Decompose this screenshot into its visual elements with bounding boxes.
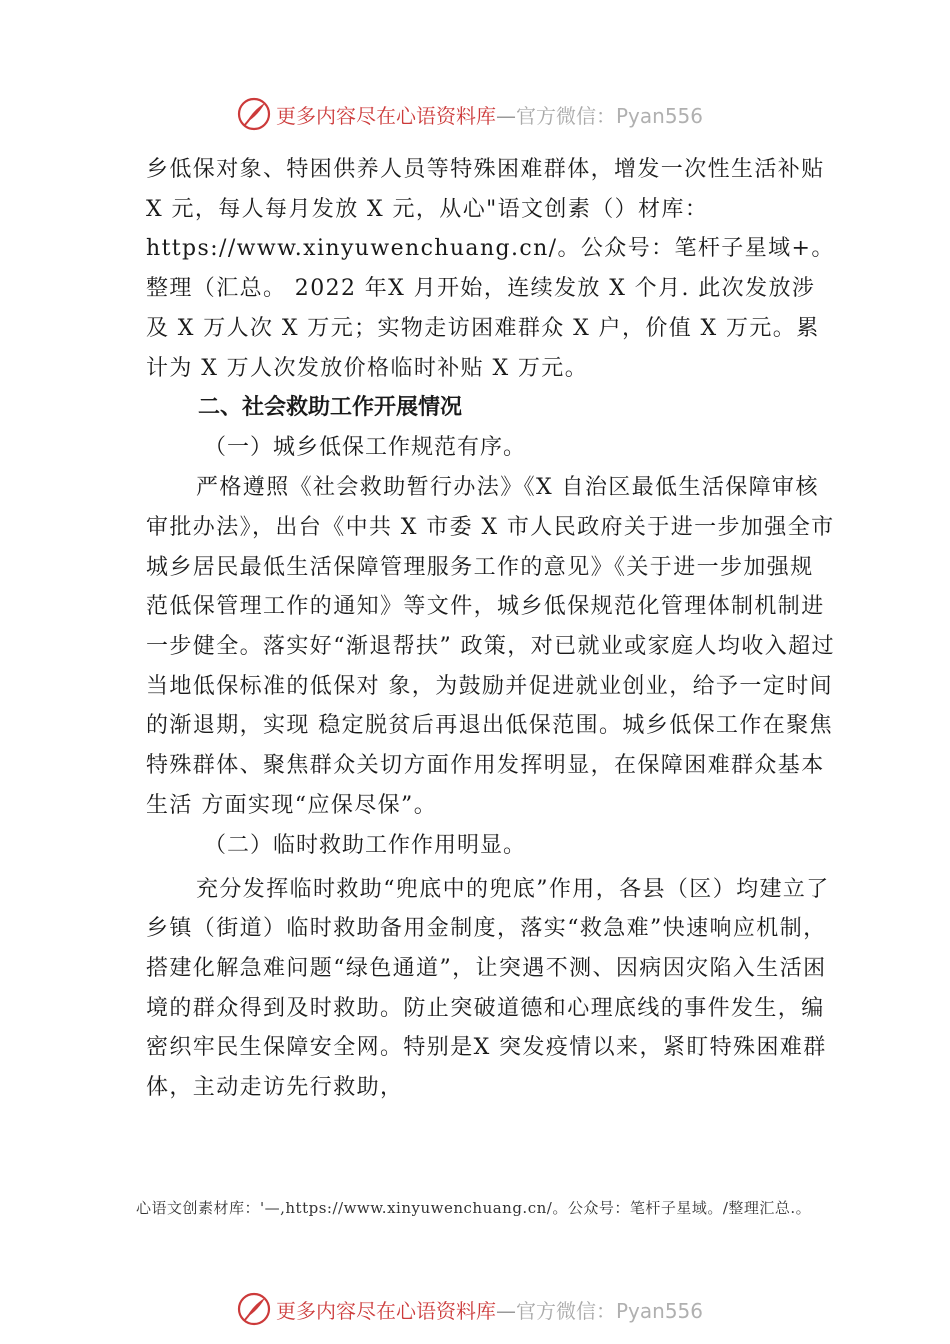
subsection-heading: （二）临时救助工作作用明显。 <box>204 832 527 858</box>
subsection-heading: （一）城乡低保工作规范有序。 <box>204 435 527 461</box>
header-banner-text <box>276 100 703 129</box>
banner-wechat-id: Pyan556 <box>616 1298 704 1323</box>
header-banner <box>236 94 756 134</box>
banner-dash: — <box>496 1298 516 1323</box>
banner-label: 官方微信： <box>516 103 616 128</box>
paragraph: 乡低保对象、特困供养人员等特殊困难群体，增发一次性生活补贴 X 元，每人每月发放 X 元，从心"语文创素（）材库：https://www.xinyuwenchuang.cn/。公众号：笔杆子星域+。整理（汇总。 2022 年X 月开始，连续发放 X 个月. 此次发放涉及 X 万人次 X 万元；实物走访困难群众 X 户，价值 X 万元。累计为 X 万人次发放价格临时补贴 X 万元。 <box>146 157 835 381</box>
paragraph: 严格遵照《社会救助暂行办法》《X 自治区最低生活保障审核审批办法》，出台《中共 X 市委 X 市人民政府关于进一步加强全市城乡居民最低生活保障管理服务工作的意见》《关于进一步加强规范低保管理工作的通知》等文件，城乡低保规范化管理体制机制进一步健全。落实好“渐退帮扶” 政策，对已就业或家庭人均收入超过当地低保标准的低保对 象，为鼓励并促进就业创业，给予一定时间的渐退期，实现 稳定脱贫后再退出低保范围。城乡低保工作在聚焦特殊群体、聚焦群众关切方面作用发挥明显，在保障困难群众基本生活 方面实现“应保尽保”。 <box>146 475 835 818</box>
quill-logo-icon <box>236 96 272 132</box>
footer-banner <box>236 1289 756 1329</box>
footer-banner-text <box>276 1295 703 1324</box>
document-body <box>146 150 836 1108</box>
quill-logo-icon <box>236 1291 272 1327</box>
section-heading: 二、社会救助工作开展情况 <box>198 395 463 421</box>
banner-label: 官方微信： <box>516 1298 616 1323</box>
banner-wechat-id: Pyan556 <box>616 103 704 128</box>
banner-main: 更多内容尽在心语资料库 <box>276 1298 496 1323</box>
paragraph: 充分发挥临时救助“兜底中的兜底”作用，各县（区）均建立了乡镇（街道）临时救助备用金制度，落实“救急难”快速响应机制，搭建化解急难问题“绿色通道”，让突遇不测、因病因灾陷入生活困境的群众得到及时救助。防止突破道德和心理底线的事件发生，编密织牢民生保障安全网。特别是X 突发疫情以来，紧盯特殊困难群体，主动走访先行救助， <box>146 876 830 1101</box>
banner-main: 更多内容尽在心语资料库 <box>276 103 496 128</box>
footer-note: 心语文创素材库：'—,https://www.xinyuwenchuang.cn/。公众号：笔杆子星域。/整理汇总.。 <box>136 1199 812 1217</box>
banner-dash: — <box>496 103 516 128</box>
